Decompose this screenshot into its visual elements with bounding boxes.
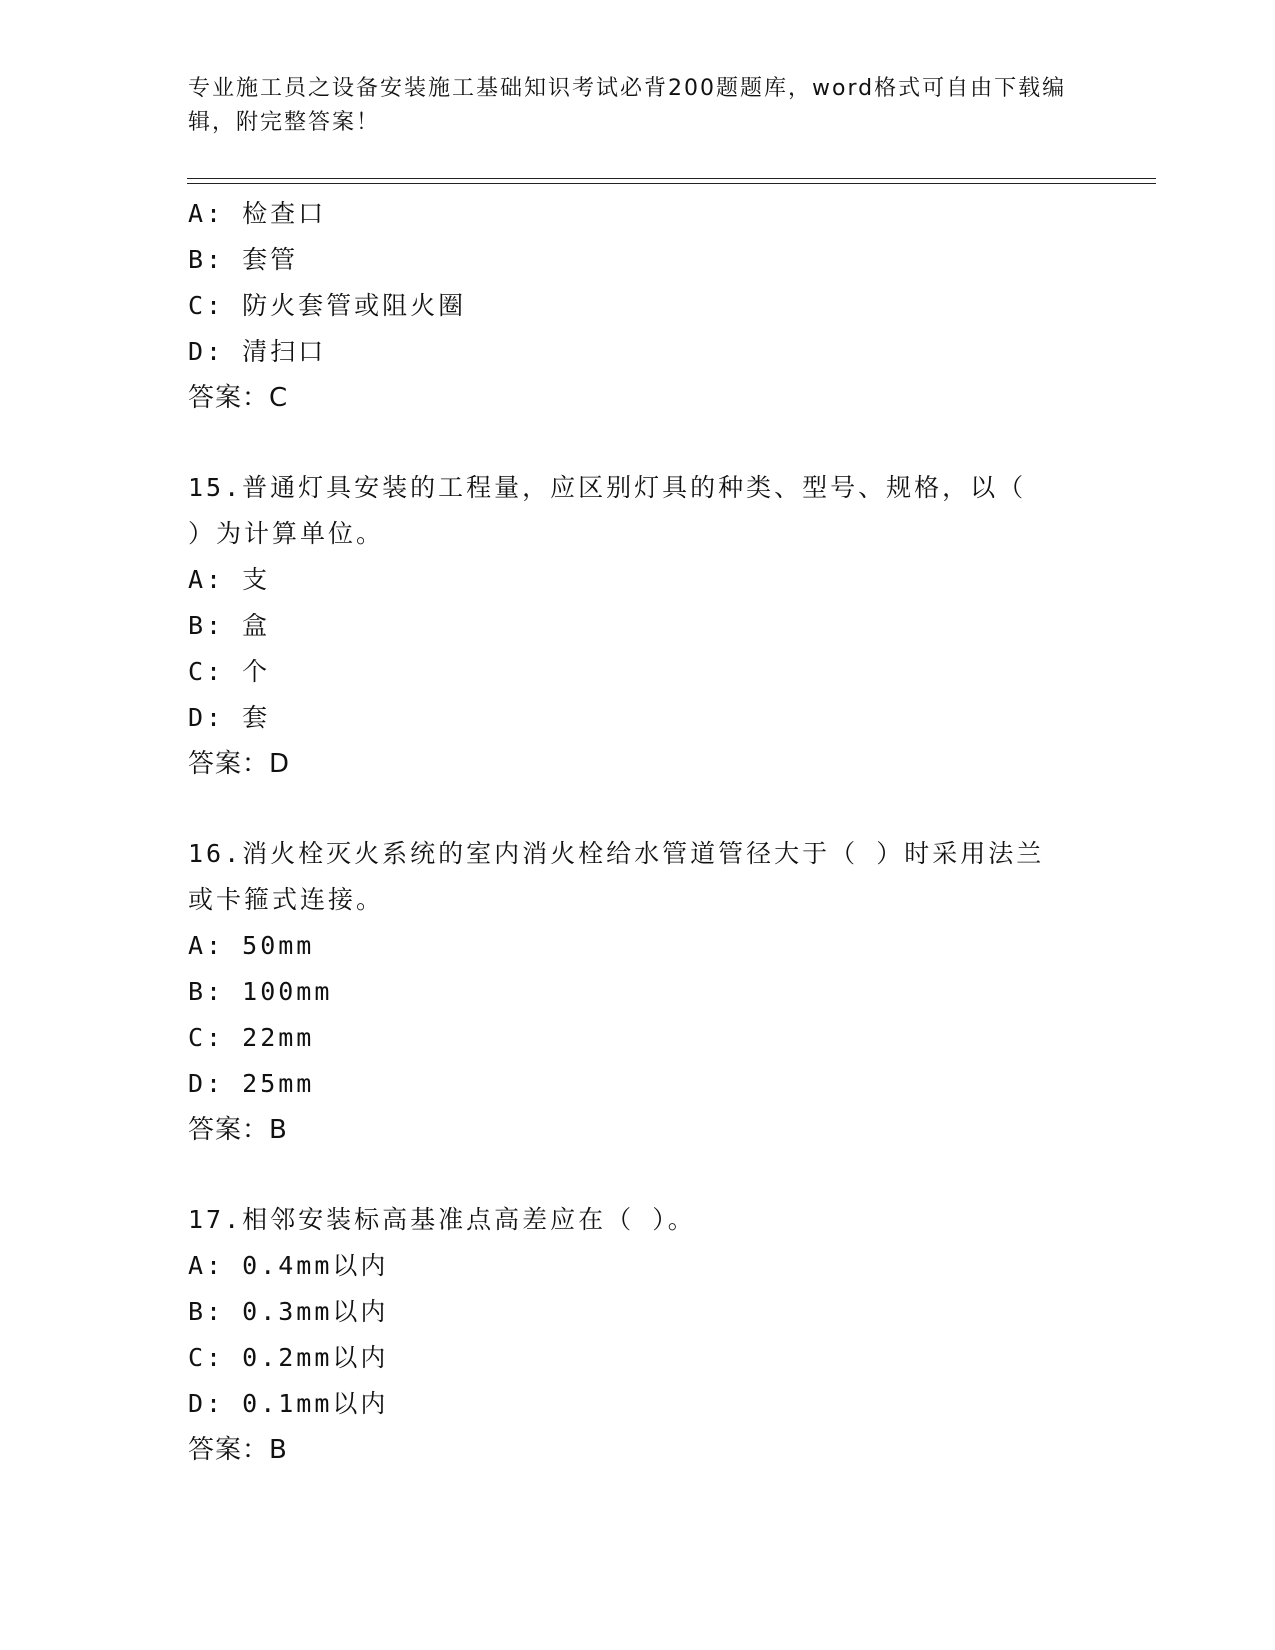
- header-divider-top: [187, 178, 1156, 179]
- option-c: C: 0.2mm以内: [188, 1343, 389, 1372]
- document-header: 专业施工员之设备安装施工基础知识考试必背200题题库，word格式可自由下载编辑，附完整答案！: [188, 76, 1067, 135]
- option-c: C: 22mm: [188, 1023, 315, 1052]
- question-15: [188, 465, 1088, 787]
- answer-line: 答案：B: [188, 1115, 288, 1145]
- option-b: B: 盒: [188, 611, 271, 640]
- option-d: D: 25mm: [188, 1069, 315, 1098]
- partial-question: [188, 191, 1088, 421]
- option-d: D: 清扫口: [188, 337, 327, 366]
- header-divider-bottom: [187, 183, 1156, 184]
- option-a: A: 支: [188, 565, 271, 594]
- answer-line: 答案：B: [188, 1435, 288, 1465]
- question-16: [188, 831, 1088, 1153]
- option-a: A: 检查口: [188, 199, 327, 228]
- question-17: [188, 1197, 1088, 1473]
- option-b: B: 0.3mm以内: [188, 1297, 389, 1326]
- option-d: D: 0.1mm以内: [188, 1389, 389, 1418]
- option-a: A: 50mm: [188, 931, 315, 960]
- question-text: 15.普通灯具安装的工程量，应区别灯具的种类、型号、规格，以（ ）为计算单位。: [188, 473, 1027, 548]
- option-b: B: 套管: [188, 245, 299, 274]
- question-text: 16.消火栓灭火系统的室内消火栓给水管道管径大于（ ）时采用法兰或卡箍式连接。: [188, 839, 1045, 914]
- option-b: B: 100mm: [188, 977, 333, 1006]
- question-text: 17.相邻安装标高基准点高差应在（ ）。: [188, 1205, 696, 1234]
- question-list: [188, 191, 1088, 1473]
- answer-line: 答案：D: [188, 749, 291, 779]
- answer-line: 答案：C: [188, 383, 289, 413]
- option-a: A: 0.4mm以内: [188, 1251, 389, 1280]
- option-c: C: 个: [188, 657, 271, 686]
- option-c: C: 防火套管或阻火圈: [188, 291, 467, 320]
- option-d: D: 套: [188, 703, 271, 732]
